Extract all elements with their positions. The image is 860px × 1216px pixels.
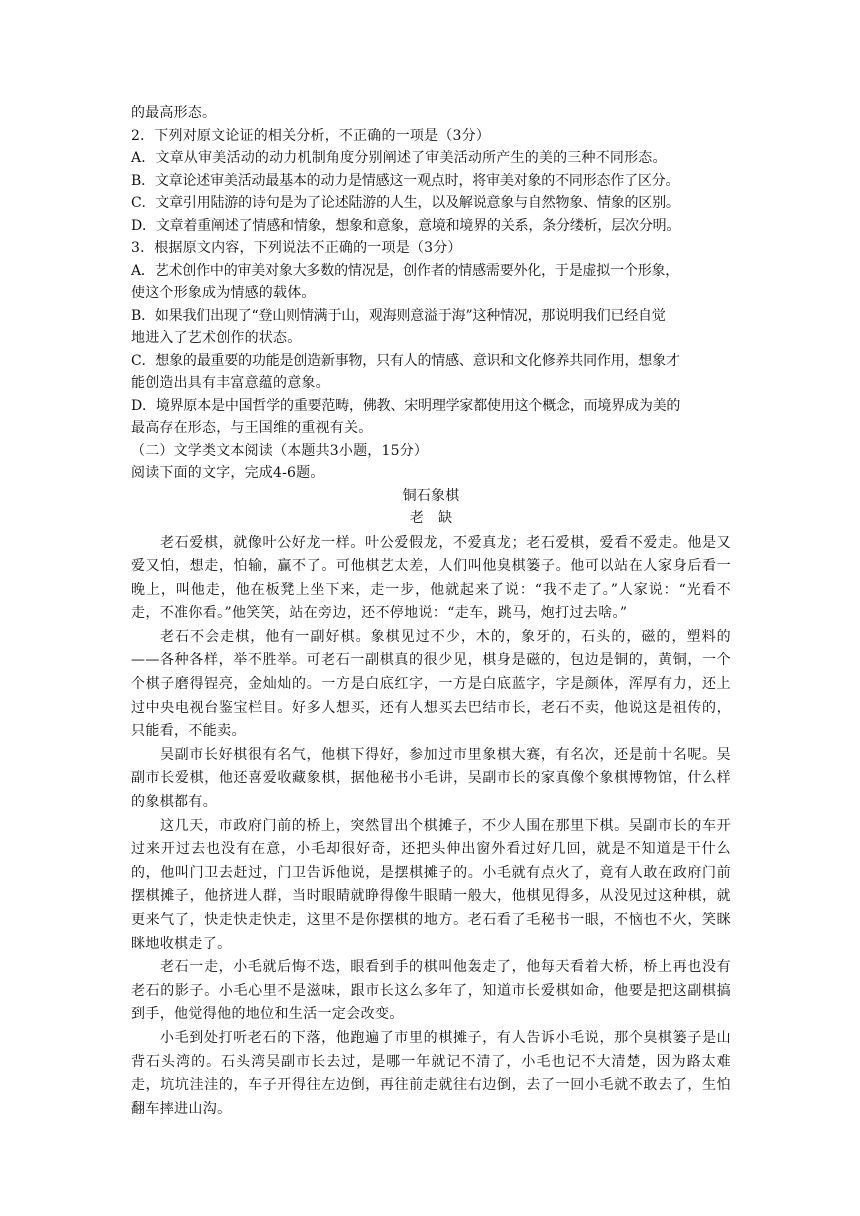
paragraph: 小毛到处打听老石的下落，他跑遍了市里的棋摊子，有人告诉小毛说，那个臭棋篓子是山背石头湾的。石头湾吴副市长去过，是哪一年就记不清了，小毛也记不大清楚，因为路太难走，坑坑洼洼的，车子开得往左边倒，再往前走就往右边倒，去了一回小毛就不敢去了，生怕翻车摔进山沟。 [131, 1029, 731, 1117]
option-2a: A．文章从审美活动的动力机制角度分别阐述了审美活动所产生的美的三种不同形态。 [131, 150, 667, 166]
option-3b-line2: 地进入了艺术创作的状态。 [131, 330, 302, 346]
option-2c: C．文章引用陆游的诗句是为了论述陆游的人生，以及解说意象与自然物象、情象的区别。 [131, 195, 680, 211]
paragraph: 这几天，市政府门前的桥上，突然冒出个棋摊子，不少人围在那里下棋。吴副市长的车开过来开过去也没有在意，小毛却很好奇，还把头伸出窗外看过好几回，就是不知道是干什么的，他叫门卫去赶过，门卫告诉他说，是摆棋摊子的。小毛就有点火了，竟有人敢在政府门前摆棋摊子，他挤进人群，当时眼睛就睁得像牛眼睛一般大，他棋见得多，从没见过这种棋，就更来气了，快走快走快走，这里不是你摆棋的地方。老石看了毛秘书一眼，不恼也不火，笑眯眯地收棋走了。 [131, 817, 731, 952]
option-3d-line1: D．境界原本是中国哲学的重要范畴，佛教、宋明理学家都使用这个概念，而境界成为美的 [131, 397, 681, 414]
question-2: 2．下列对原文论证的相关分析，不正确的一项是（3分） [131, 127, 491, 144]
reading-instruction: 阅读下面的文字，完成4-6题。 [131, 465, 325, 481]
paragraph: 老石不会走棋，他有一副好棋。象棋见过不少，木的，象牙的，石头的，磁的，塑料的——各种各样，举不胜举。可老石一副棋真的很少见，棋身是磁的，包边是铜的，黄铜，一个个棋子磨得锃亮，金灿灿的。一方是白底红字，一方是白底蓝字，字是颜体，浑厚有力，还上过中央电视台鉴宝栏目。好多人想买，还有人想买去巴结市长，老石不卖，他说这是祖传的，只能看，不能卖。 [131, 628, 731, 740]
story-title: 铜石象棋 [402, 487, 460, 504]
paragraph: 老石一走，小毛就后悔不迭，眼看到手的棋叫他轰走了，他每天看着大桥，桥上再也没有老石的影子。小毛心里不是滋味，跟市长这么多年了，知道市长爱棋如命，他要是把这副棋搞到手，他觉得他的地位和生活一定会改变。 [131, 959, 731, 1023]
story-author: 老 缺 [409, 510, 453, 526]
option-2d: D．文章着重阐述了情感和情象，想象和意象，意境和境界的关系，条分缕析，层次分明。 [131, 217, 681, 234]
question-3: 3．根据原文内容，下列说法不正确的一项是（3分） [131, 240, 462, 256]
option-3c-line1: C．想象的最重要的功能是创造新事物，只有人的情感、意识和文化修养共同作用，想象才 [131, 352, 680, 369]
text-line: 的最高形态。 [131, 105, 217, 121]
option-2b: B．文章论述审美活动最基本的动力是情感这一观点时，将审美对象的不同形态作了区分。 [131, 172, 680, 189]
section-heading: （二）文学类文本阅读（本题共3小题，15分） [131, 442, 429, 459]
paragraph: 吴副市长好棋很有名气，他棋下得好，参加过市里象棋大赛，有名次，还是前十名呢。吴副市长爱棋，他还喜爱收藏象棋，据他秘书小毛讲，吴副市长的家真像个象棋博物馆，什么样的象棋都有。 [131, 746, 731, 811]
option-3a-line1: A．艺术创作中的审美对象大多数的情况是，创作者的情感需要外化，于是虚拟一个形象， [131, 262, 680, 279]
option-3b-line1: B．如果我们出现了“登山则情满于山，观海则意溢于海”这种情况，那说明我们已经自觉 [131, 307, 666, 324]
paragraph: 老石爱棋，就像叶公好龙一样。叶公爱假龙，不爱真龙；老石爱棋，爱看不爱走。他是又爱又怕，想走，怕输，赢不了。可他棋艺太差，人们叫他臭棋篓子。他可以站在人家身后看一晚上，叫他走，他在板凳上坐下来，走一步，他就起来了说：“我不走了。”人家说：“光看不走，不准你看。”他笑笑，站在旁边，还不停地说：“走车，跳马，炮打过去啥。” [131, 534, 731, 622]
option-3c-line2: 能创造出具有丰富意蕴的意象。 [131, 375, 330, 391]
story-body [131, 532, 731, 1122]
option-3a-line2: 使这个形象成为情感的载体。 [131, 285, 316, 301]
document-page [131, 102, 731, 1121]
option-3d-line2: 最高存在形态，与王国维的重视有关。 [131, 420, 373, 436]
